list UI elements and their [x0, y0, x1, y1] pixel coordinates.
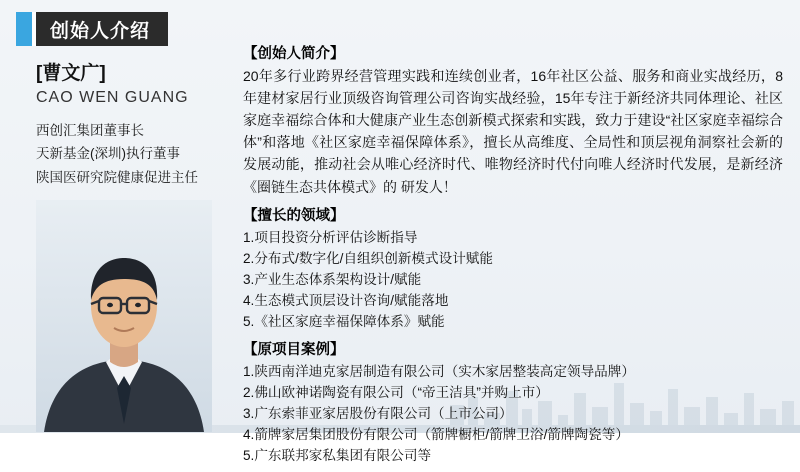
section-bio [243, 42, 783, 198]
cases-list [243, 361, 783, 466]
expertise-list [243, 227, 783, 332]
title-accent-block [16, 12, 32, 46]
page-title: 创始人介绍 [36, 12, 168, 46]
profile-panel [36, 62, 241, 432]
section-expertise [243, 204, 783, 332]
section-cases-heading: 【原项目案例】 [243, 341, 345, 358]
content-panel [243, 42, 783, 472]
list-item: 1.项目投资分析评估诊断指导 [243, 229, 418, 245]
portrait-illustration [36, 200, 212, 432]
person-titles [36, 119, 241, 190]
list-item: 5.《社区家庭幸福保障体系》赋能 [243, 313, 445, 329]
list-item: 5.广东联邦家私集团有限公司等 [243, 448, 432, 464]
list-item: 4.箭牌家居集团股份有限公司（箭牌橱柜/箭牌卫浴/箭牌陶瓷等） [243, 427, 629, 443]
person-title-1: 天新基金(深圳)执行董事 [36, 146, 180, 162]
slide-title-bar [16, 12, 168, 46]
list-item: 3.广东索菲亚家居股份有限公司（上市公司） [243, 406, 513, 422]
list-item: 2.分布式/数字化/自组织创新模式设计赋能 [243, 250, 493, 266]
person-name: [曹文广] [36, 63, 106, 84]
section-bio-paragraph: 20年多行业跨界经营管理实践和连续创业者，16年社区公益、服务和商业实战经历，8年建材家居行业顶级咨询管理公司咨询实战经验，15年专注于新经济共同体理论、社区家庭幸福综合体和大健康产业生态创新模式探索和实践，致力于建设“社区家庭幸福综合体”和落地《社区家庭幸福保障体系》，擅长从高维度、全局性和顶层视角洞察社会新的发展动能，推动社会从唯心经济时代、唯物经济时代付向唯人经济时代发展，是新经济《圈链生态共体模式》的 研发人！ [243, 68, 783, 195]
list-item: 2.佛山欧神诺陶瓷有限公司（“帝王洁具”并购上市） [243, 385, 549, 401]
list-item: 1.陕西南洋迪克家居制造有限公司（实木家居整装高定领导品牌） [243, 363, 635, 379]
person-name-pinyin: CAO WEN GUANG [36, 88, 189, 106]
section-expertise-heading: 【擅长的领域】 [243, 207, 345, 224]
list-item: 3.产业生态体系架构设计/赋能 [243, 271, 422, 287]
list-item: 4.生态模式顶层设计咨询/赋能落地 [243, 292, 449, 308]
person-title-2: 陕国医研究院健康促进主任 [36, 169, 198, 185]
section-bio-heading: 【创始人简介】 [243, 46, 345, 62]
person-title-0: 西创汇集团董事长 [36, 122, 144, 138]
avatar [36, 200, 212, 432]
section-cases [243, 338, 783, 466]
